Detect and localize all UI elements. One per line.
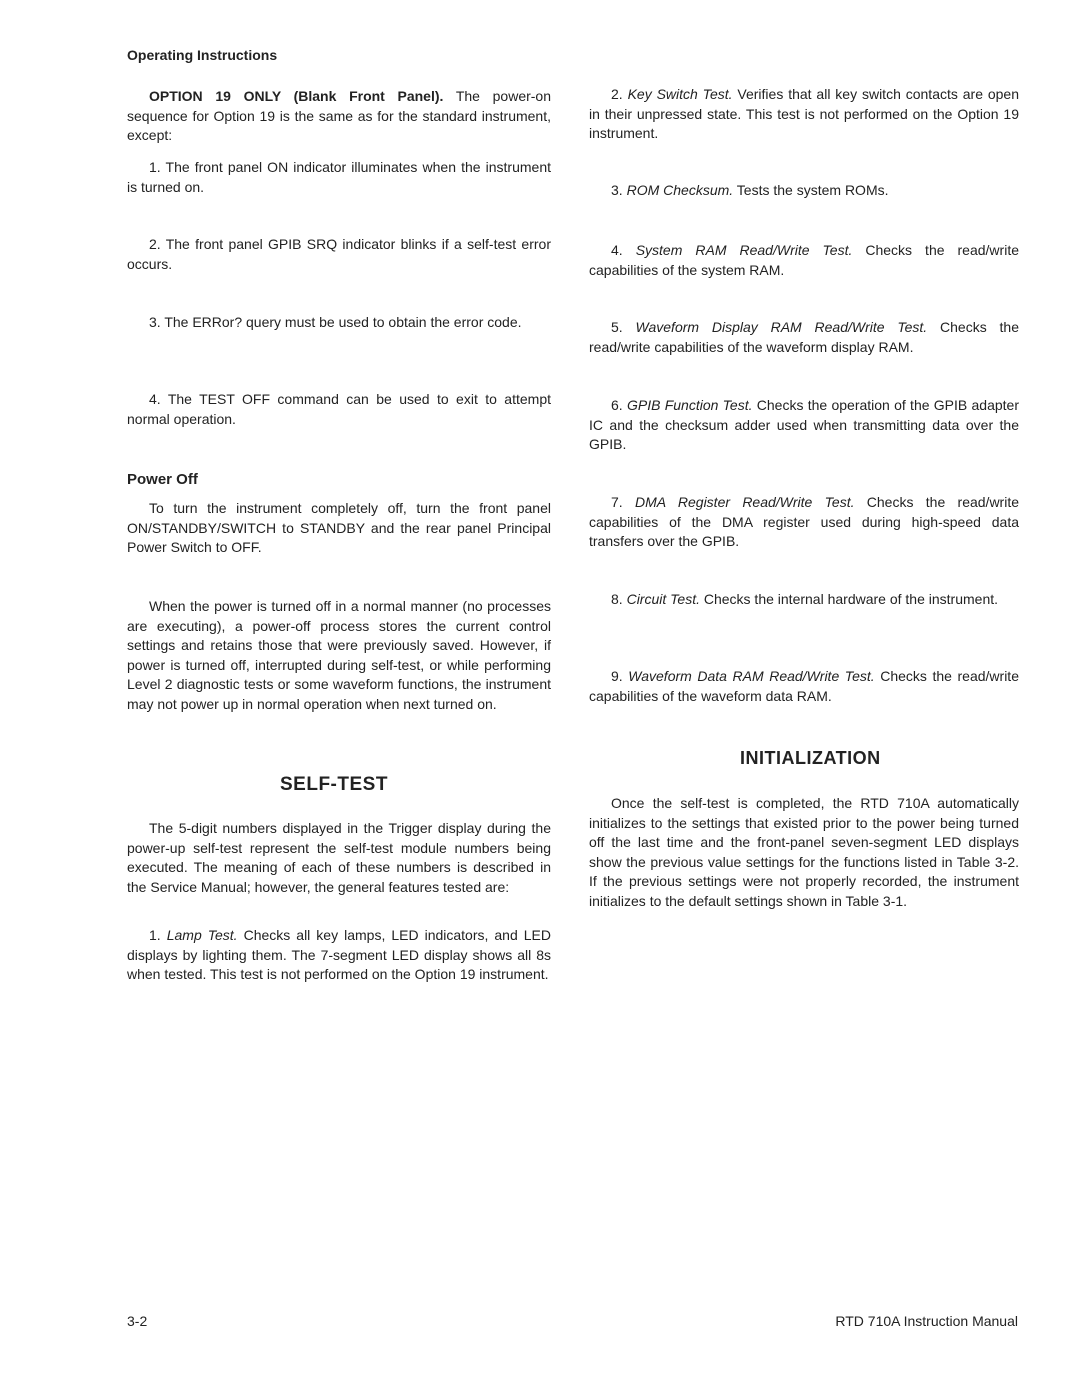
self-test-item <box>589 85 1019 144</box>
option19-text: The power-on sequence for Option 19 is the same as for the standard instrument, except: <box>127 88 552 144</box>
power-off-heading: Power Off <box>127 471 198 488</box>
item-text: Checks the operation of the GPIB adapter IC and the checksum adder used when transmitting data over the GPIB. <box>589 397 1020 453</box>
power-off-paragraph: To turn the instrument completely off, turn the front panel ON/STANDBY/SWITCH to STANDBY and the rear panel Principal Power Switch to OFF. <box>127 500 551 556</box>
self-test-intro: The 5-digit numbers displayed in the Trigger display during the power-up self-test represent the self-test module numbers being executed. The meaning of each of these numbers is described in the Service Manual; however, the general features tested are: <box>127 820 551 895</box>
item-number: 8. <box>611 591 623 607</box>
item-number: 9. <box>611 668 623 684</box>
item-title: GPIB Function Test. <box>626 397 753 413</box>
item-number: 6. <box>611 397 623 413</box>
item-title: DMA Register Read/Write Test. <box>635 494 855 510</box>
item-number: 1. <box>149 927 161 943</box>
item-text: Tests the system ROMs. <box>733 182 889 198</box>
option-item: 4. The TEST OFF command can be used to exit to attempt normal operation. <box>127 391 551 427</box>
option-item: 2. The front panel GPIB SRQ indicator blinks if a self-test error occurs. <box>127 236 551 272</box>
item-number: 7. <box>611 494 623 510</box>
option19-paragraph <box>127 87 551 146</box>
self-test-item <box>589 241 1019 280</box>
item-text: Checks the read/write capabilities of the DMA register used during high-speed data transfers over the GPIB. <box>589 494 1019 550</box>
manual-title: RTD 710A Instruction Manual <box>835 1313 1018 1329</box>
item-text: Checks the internal hardware of the instrument. <box>699 591 999 607</box>
item-number: 2. <box>611 86 623 102</box>
item-text: Checks the read/write capabilities of the waveform data RAM. <box>589 668 1019 704</box>
item-number: 4. <box>611 242 623 258</box>
item-title: System RAM Read/Write Test. <box>635 242 853 258</box>
option-item: 3. The ERRor? query must be used to obtain the error code. <box>149 314 522 330</box>
self-test-item <box>589 318 1019 357</box>
initialization-heading: INITIALIZATION <box>740 748 881 768</box>
page-number: 3-2 <box>127 1313 148 1329</box>
item-title: Circuit Test. <box>626 591 700 607</box>
self-test-item <box>127 926 551 985</box>
item-title: ROM Checksum. <box>626 182 734 198</box>
self-test-item <box>589 493 1019 552</box>
self-test-item <box>589 181 1019 201</box>
item-number: 3. <box>611 182 623 198</box>
item-text: Checks the read/write capabilities of the waveform display RAM. <box>589 319 1019 355</box>
power-off-paragraph: When the power is turned off in a normal manner (no processes are executing), a power-off process stores the current control settings and retains those that were previously saved. However, if power is turned off, interrupted during self-test, or while performing Level 2 diagnostic tests or some waveform functions, the instrument may not power up in normal operation when next turned on. <box>127 598 551 712</box>
item-text: Checks all key lamps, LED indicators, and LED displays by lighting them. The 7-segment LED display shows all 8s when tested. This test is not performed on the Option 19 instrument. <box>127 927 552 983</box>
item-title: Lamp Test. <box>166 927 238 943</box>
item-text: Verifies that all key switch contacts are open in their unpressed state. This test is not performed on the Option 19 instrument. <box>589 86 1020 142</box>
item-title: Waveform Display RAM Read/Write Test. <box>635 319 928 335</box>
option-item: 1. The front panel ON indicator illuminates when the instrument is turned on. <box>127 159 551 195</box>
option19-lead: OPTION 19 ONLY (Blank Front Panel). <box>149 88 444 104</box>
self-test-item <box>589 396 1019 455</box>
running-header: Operating Instructions <box>127 47 278 63</box>
self-test-item <box>589 667 1019 706</box>
self-test-item <box>589 590 1019 610</box>
self-test-heading: SELF-TEST <box>280 774 388 795</box>
item-text: Checks the read/write capabilities of the system RAM. <box>589 242 1019 278</box>
item-title: Key Switch Test. <box>627 86 733 102</box>
initialization-paragraph: Once the self-test is completed, the RTD 710A automatically initializes to the settings that existed prior to the power being turned off the last time and the front-panel seven-segment LED displays show the previous value settings for the functions listed in Table 3-2. If the previous settings were not properly recorded, the instrument initializes to the default settings shown in Table 3-1. <box>589 795 1019 909</box>
item-title: Waveform Data RAM Read/Write Test. <box>628 668 875 684</box>
item-number: 5. <box>611 319 623 335</box>
